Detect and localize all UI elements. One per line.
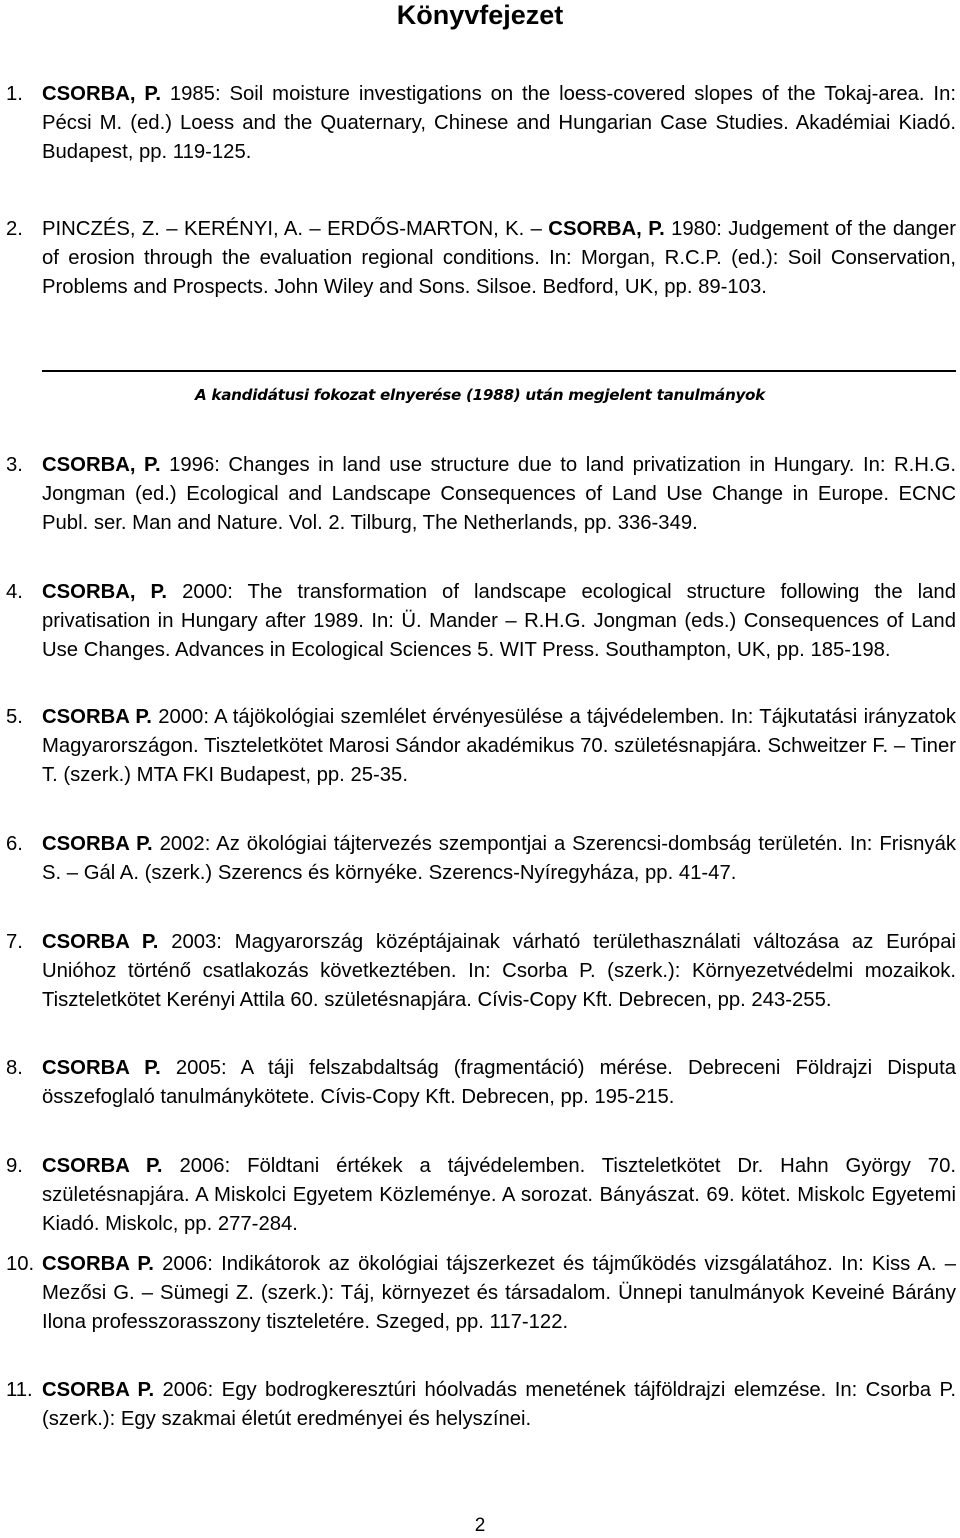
entry-number: 4. (6, 581, 23, 603)
entry-author: CSORBA P. (42, 931, 159, 953)
entry-coauthors: PINCZÉS, Z. – KERÉNYI, A. – ERDŐS-MARTON, K. – (42, 218, 549, 240)
entry-author: CSORBA, P. (548, 218, 665, 240)
reference-entry (6, 80, 956, 168)
entry-citation: 1996: Changes in land use structure due to land privatization in Hungary. In: R.H.G. Jongman (ed.) Ecological and Landscape Consequences of Land Use Change in Europe. ECNC Publ. ser. Man and Nature. Vol. 2. Tilburg, The Netherlands, pp. 336-349. (42, 454, 956, 535)
entry-citation: 2006: Indikátorok az ökológiai tájszerkezet és tájműködés vizsgálatához. In: Kiss A. – Mezősi G. – Sümegi Z. (szerk.): Táj, környezet és társadalom. Ünnepi tanulmányok Keveiné Bárány Ilona professzorasszony tiszteletére. Szeged, pp. 117-122. (42, 1253, 956, 1334)
reference-entry (6, 703, 956, 791)
entry-text (42, 1054, 956, 1112)
chapter-heading: Könyvfejezet (396, 0, 564, 30)
entry-citation: 2005: A táji felszabdaltság (fragmentáció) mérése. Debreceni Földrajzi Disputa összefoglaló tanulmánykötete. Cívis-Copy Kft. Debrecen, pp. 195-215. (42, 1057, 956, 1109)
entry-text (42, 928, 956, 1016)
entry-author: CSORBA, P. (42, 454, 161, 476)
entry-author: CSORBA, P. (42, 83, 161, 105)
entry-number: 6. (6, 833, 23, 855)
entry-citation: 1985: Soil moisture investigations on the loess-covered slopes of the Tokaj-area. In: Pécsi M. (ed.) Loess and the Quaternary, Chinese and Hungarian Case Studies. Akadémiai Kiadó. Budapest, pp. 119-125. (42, 83, 956, 164)
page-number: 2 (474, 1515, 486, 1536)
entry-text (42, 451, 956, 539)
entry-number: 10. (6, 1253, 35, 1275)
reference-entry (6, 1250, 956, 1338)
reference-entry (6, 1376, 956, 1434)
entry-number: 9. (6, 1155, 23, 1177)
entry-text (42, 578, 956, 666)
entry-text (42, 80, 956, 168)
entry-number: 7. (6, 931, 23, 953)
entry-author: CSORBA P. (42, 833, 153, 855)
reference-entry (6, 1054, 956, 1112)
entry-number: 5. (6, 706, 23, 728)
reference-entry (6, 215, 956, 303)
entry-author: CSORBA P. (42, 1379, 155, 1401)
section-title: A kandidátusi fokozat elnyerése (1988) után megjelent tanulmányok (194, 386, 765, 404)
entry-number: 8. (6, 1057, 23, 1079)
entry-citation: 2000: A tájökológiai szemlélet érvényesülése a tájvédelemben. In: Tájkutatási irányzatok Magyarországon. Tiszteletkötet Marosi Sándor akadémikus 70. születésnapjára. Schweitzer F. – Tiner T. (szerk.) MTA FKI Budapest, pp. 25-35. (42, 706, 957, 787)
entry-author: CSORBA P. (42, 706, 152, 728)
entry-text (42, 703, 956, 791)
entry-text (42, 1376, 956, 1434)
entry-citation: 2003: Magyarország középtájainak várható területhasználati változása az Európai Unióhoz történő csatlakozás következtében. In: Csorba P. (szerk.): Környezetvédelmi mozaikok. Tiszteletkötet Kerényi Attila 60. születésnapjára. Cívis-Copy Kft. Debrecen, pp. 243-255. (42, 931, 956, 1012)
entry-citation: 2006: Földtani értékek a tájvédelemben. Tiszteletkötet Dr. Hahn György 70. születésnapjára. A Miskolci Egyetem Közleménye. A sorozat. Bányászat. 69. kötet. Miskolc Egyetemi Kiadó. Miskolc, pp. 277-284. (42, 1155, 956, 1236)
entry-author: CSORBA, P. (42, 581, 168, 603)
entry-author: CSORBA P. (42, 1253, 154, 1275)
reference-entry (6, 451, 956, 539)
entry-citation: 2006: Egy bodrogkeresztúri hóolvadás menetének tájföldrajzi elemzése. In: Csorba P. (szerk.): Egy szakmai életút eredményei és helyszínei. (42, 1379, 956, 1431)
reference-entry (6, 578, 956, 666)
entry-author: CSORBA P. (42, 1155, 163, 1177)
reference-entry (6, 928, 956, 1016)
entry-author: CSORBA P. (42, 1057, 161, 1079)
reference-entry (6, 830, 956, 888)
entry-text (42, 1152, 956, 1240)
entry-text (42, 215, 956, 303)
entry-text (42, 830, 956, 888)
entry-number: 2. (6, 218, 23, 240)
entry-number: 11. (6, 1379, 33, 1401)
entry-text (42, 1250, 956, 1338)
entry-citation: 1980: Judgement of the danger of erosion through the evaluation regional conditions. In: Morgan, R.C.P. (ed.): Soil Conservation, Problems and Prospects. John Wiley and Sons. Silsoe. Bedford, UK, pp. 89-103. (42, 218, 956, 299)
section-divider (42, 370, 956, 372)
entry-citation: 2000: The transformation of landscape ecological structure following the land privatisation in Hungary after 1989. In: Ü. Mander – R.H.G. Jongman (eds.) Consequences of Land Use Changes. Advances in Ecological Sciences 5. WIT Press. Southampton, UK, pp. 185-198. (42, 581, 956, 662)
entry-number: 1. (6, 83, 23, 105)
entry-number: 3. (6, 454, 23, 476)
reference-entry (6, 1152, 956, 1240)
entry-citation: 2002: Az ökológiai tájtervezés szempontjai a Szerencsi-dombság területén. In: Frisnyák S. – Gál A. (szerk.) Szerencs és környéke. Szerencs-Nyíregyháza, pp. 41-47. (42, 833, 956, 885)
